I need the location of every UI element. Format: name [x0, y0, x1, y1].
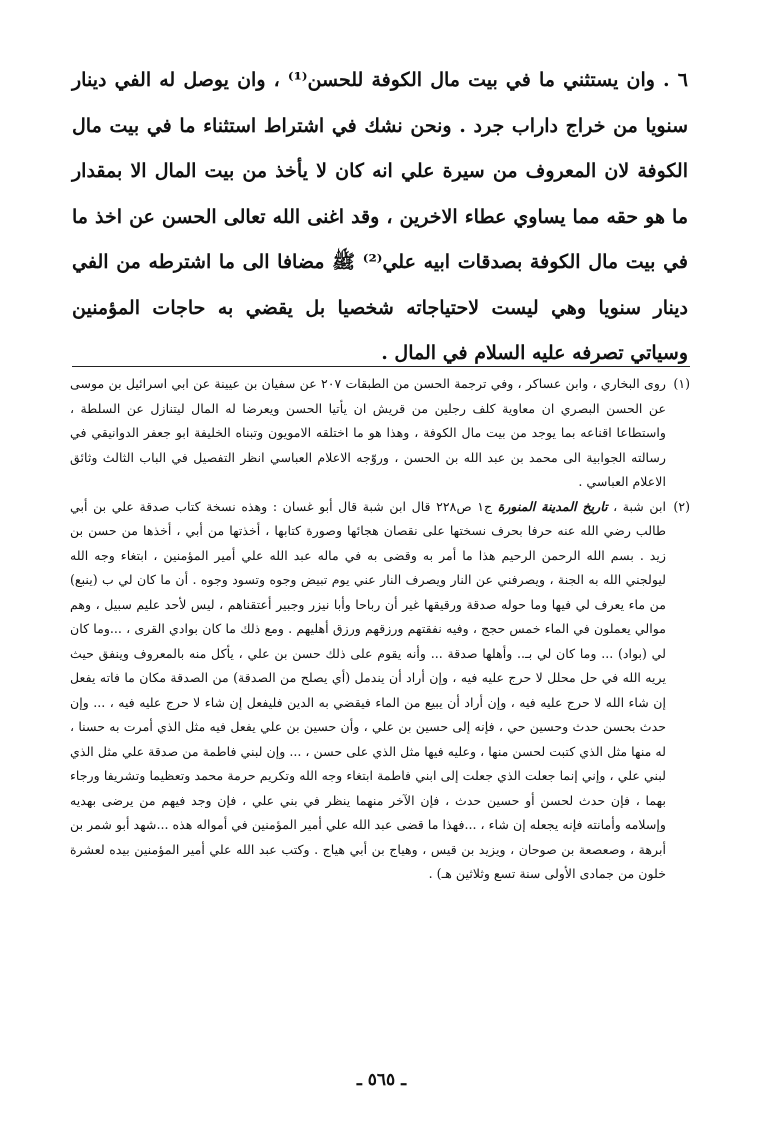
footnote-2	[70, 495, 690, 887]
footnote-prefix: ابن شبة ،	[607, 498, 666, 514]
footnote-number: (١)	[673, 376, 690, 391]
footnote-text: روى البخاري ، وابن عساكر ، وفي ترجمة الحسن من الطبقات ٢٠٧ عن سفيان بن عيينة عن ابي اسرائيل بن موسى عن الحسن البصري ان معاوية كلف رجلين من قريش ان يأتيا الحسن ويعرضا له المال ليتنازل عن السلطة ، واستطاعا اقناعه بما يوجد من بيت مال الكوفة ، وهذا هو ما اختلقه الامويون وتبناه الخليفة ابو جعفر الدوانيقي في رسالته الجوابية الى محمد بن عبد الله بن الحسن ، وروّجه الاعلام العباسي انظر التفصيل في الباب الثالث وثائق الاعلام العباسي .	[70, 376, 666, 489]
footnotes-block	[70, 372, 690, 887]
page-number: ـ ٥٦٥ ـ	[356, 1070, 407, 1090]
book-title: تاريخ المدينة المنورة	[497, 498, 608, 514]
footnote-1	[70, 372, 690, 495]
main-paragraph: ٦ . وان يستثني ما في بيت مال الكوفة للحسن⁽¹⁾ ، وان يوصل له الفي دينار سنويا من خراج داراب جرد . ونحن نشك في اشتراط استثناء ما في بيت مال الكوفة لان المعروف من سيرة علي انه كان لا يأخذ من بيت المال الا بمقدار ما هو حقه مما يساوي عطاء الاخرين ، وقد اغنى الله تعالى الحسن عن اخذ ما في بيت مال الكوفة بصدقات ابيه علي⁽²⁾ ﷺ مضافا الى ما اشترطه من الفي دينار سنويا وهي ليست لاحتياجاته شخصيا بل يقضي به حاجات المؤمنين وسياتي تصرفه عليه السلام في المال .	[72, 69, 688, 364]
footnote-separator	[72, 366, 690, 367]
footnote-text: ج١ ص٢٢٨ قال ابن شبة قال أبو غسان : وهذه نسخة كتاب صدقة علي بن أبي طالب رضي الله عنه حرفا بحرف نسختها على نقصان هجائها وصورة كتابها ، أخذتها من أبي ، أخذها من حسن بن زيد . بسم الله الرحمن الرحيم هذا ما أمر به وقضى به في ماله عبد الله علي أمير المؤمنين ، ابتغاء وجه الله ليولجني الله به الجنة ، ويصرفني عن النار ويصرف النار عني يوم تبيض وجوه وتسود وجوه . أن ما كان لي ب (ينبع) من ماء يعرف لي فيها وما حوله صدقة ورقيقها غير أن رباحا وأبا نيزر وجبير أعتقناهم ، ليس لأحد عليم سبيل ، وهم موالي يعملون في الماء خمس حجج ، وفيه نفقتهم ورزقهم ورزق أهليهم . ومع ذلك ما كان بوادي القرى ، ...وما كان لي (بواد) ... وما كان لي بـ.. وأهلها صدقة ... وأنه يقوم على ذلك حسن بن علي ، يأكل منه بالمعروف وينفق حيث يريه الله في حل محلل لا حرج عليه فيه ، وإن أراد أن يندمل (أي يصلح من الصدقة) من الصدقة مكان ما فاته يفعل إن شاء الله لا حرج عليه فيه ، وإن أراد أن يبيع من الماء فيقضي به الدين فليفعل إن شاء لا حرج عليه فيه ، ... وإن حدث بحسن حدث وحسين حي ، فإنه إلى حسين بن علي ، وأن حسين بن علي يفعل فيه مثل الذي أمرت به حسنا ، له منها مثل الذي كتبت لحسن منها ، وعليه فيها مثل الذي على حسن ، ... وإن لبني فاطمة من صدقة علي مثل الذي لبني علي ، وإني إنما جعلت الذي جعلت إلى ابني فاطمة ابتغاء وجه الله وتكريم حرمة محمد وتعظيما وتشريفا ورجاء بهما ، فإن حدث لحسن أو حسين حدث ، فإن الآخر منهما ينظر في بني علي ، فإن وجد فيهم من يرضى بهديه وإسلامه وأمانته فإنه يجعله إن شاء ، ...فهذا ما قضى عبد الله علي أمير المؤمنين في أمواله هذه ...شهد أبو شمر بن أبرهة ، وصعصعة بن صوحان ، ويزيد بن قيس ، وهياج بن أبي هياج . وكتب عبد الله علي أمير المؤمنين بيده لعشرة خلون من جمادى الأولى سنة تسع وثلاثين هـ) .	[70, 498, 666, 881]
main-text-block	[72, 58, 688, 377]
footnote-number: (٢)	[673, 498, 690, 514]
